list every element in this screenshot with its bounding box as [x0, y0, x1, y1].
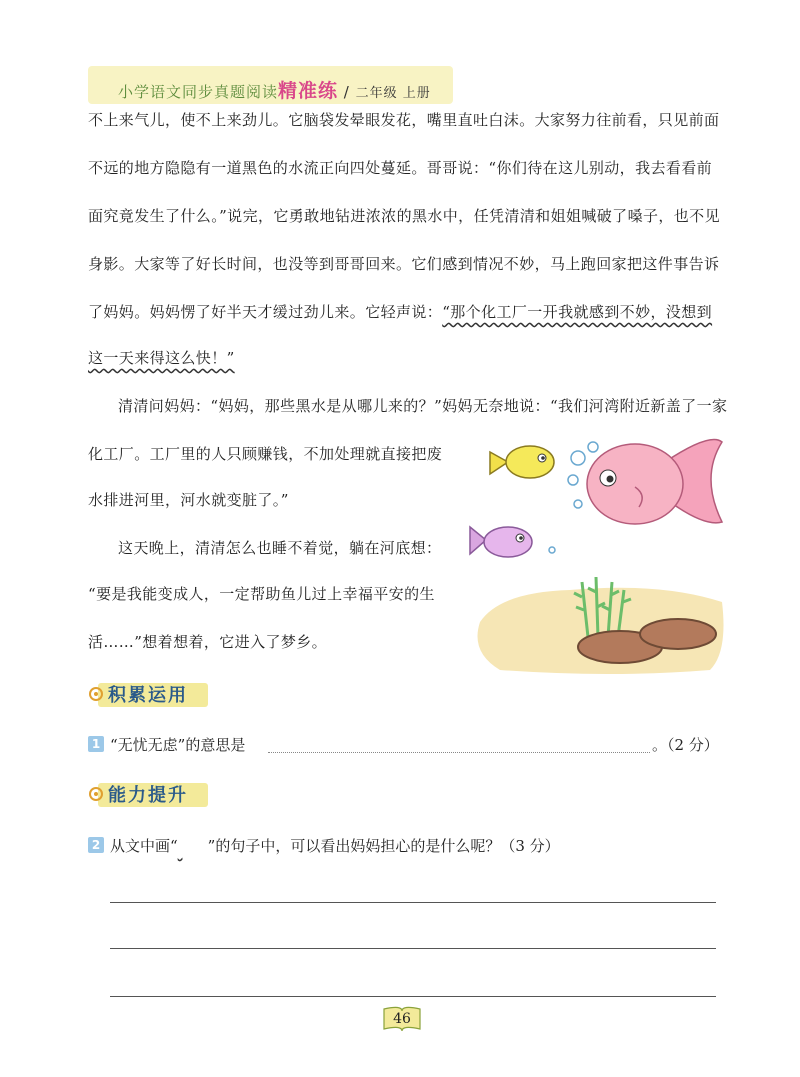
section-title: 积累运用 — [108, 685, 188, 706]
grade-label: 二年级 上册 — [355, 86, 431, 101]
section-title: 能力提升 — [108, 785, 188, 806]
series-emphasis: 精准练 — [278, 80, 339, 102]
question-prompt: 从文中画“ ”的句子中，可以看出妈妈担心的是什么呢？（3 分） — [110, 837, 560, 855]
yellow-fish — [490, 446, 554, 478]
passage-line-3: 面究竟发生了什么。”说完，它勇敢地钻进浓浓的黑水中，任凭清清和姐姐喊破了嗓子，也不见 — [88, 207, 720, 225]
section-ability — [88, 780, 188, 808]
header-title: 小学语文同步真题阅读精准练 / 二年级 上册 — [118, 80, 431, 102]
passage-line-5 — [88, 302, 712, 322]
question-score: 。（2 分） — [652, 736, 719, 754]
passage-line-11: “要是我能变成人，一定帮助鱼儿过上幸福平安的生 — [88, 585, 435, 603]
passage-line-8: 化工厂。工厂里的人只顾赚钱，不加处理就直接把废 — [88, 445, 443, 463]
passage-line-9: 水排进河里，河水就变脏了。” — [88, 491, 289, 509]
question-number: 1 — [88, 736, 104, 752]
purple-fish-small — [470, 527, 532, 557]
answer-blank[interactable] — [268, 752, 650, 753]
passage-line-5-plain: 了妈妈。妈妈愣了好半天才缓过劲儿来。它轻声说： — [88, 303, 443, 321]
rock-right — [640, 619, 716, 649]
flower-bullet-icon — [88, 686, 104, 702]
question-number: 2 — [88, 837, 104, 853]
flower-bullet-icon — [88, 786, 104, 802]
passage-line-7: 清清问妈妈：“妈妈，那些黑水是从哪儿来的？”妈妈无奈地说：“我们河湾附近新盖了一家 — [118, 397, 728, 415]
passage-line-4: 身影。大家等了好长时间，也没等到哥哥回来。它们感到情况不妙，马上跑回家把这件事告诉 — [88, 255, 720, 273]
series-title: 小学语文同步真题阅读 — [118, 83, 279, 101]
wavy-underline-sample — [178, 837, 208, 855]
pink-fish-large — [587, 440, 722, 525]
answer-line[interactable] — [110, 948, 716, 949]
passage-line-6 — [88, 348, 235, 368]
answer-line[interactable] — [110, 996, 716, 997]
passage-line-12: 活……”想着想着，它进入了梦乡。 — [88, 633, 328, 651]
page-number: 46 — [393, 1011, 411, 1027]
underlined-sentence-part-1: “那个化工厂一开我就感到不妙，没想到 — [442, 303, 713, 321]
passage-line-10: 这天晚上，清清怎么也睡不着觉，躺在河底想： — [118, 539, 442, 557]
fish-illustration — [460, 432, 730, 680]
underlined-sentence-part-2: 这一天来得这么快！” — [88, 349, 235, 367]
section-accumulation — [88, 680, 188, 708]
question-prompt: “无忧无虑”的意思是 — [110, 736, 246, 754]
passage-line-2: 不远的地方隐隐有一道黑色的水流正向四处蔓延。哥哥说：“你们待在这儿别动，我去看看前 — [88, 159, 713, 177]
passage-line-1: 不上来气儿，使不上来劲儿。它脑袋发晕眼发花，嘴里直吐白沫。大家努力往前看，只见前面 — [88, 111, 720, 129]
answer-line[interactable] — [110, 902, 716, 903]
